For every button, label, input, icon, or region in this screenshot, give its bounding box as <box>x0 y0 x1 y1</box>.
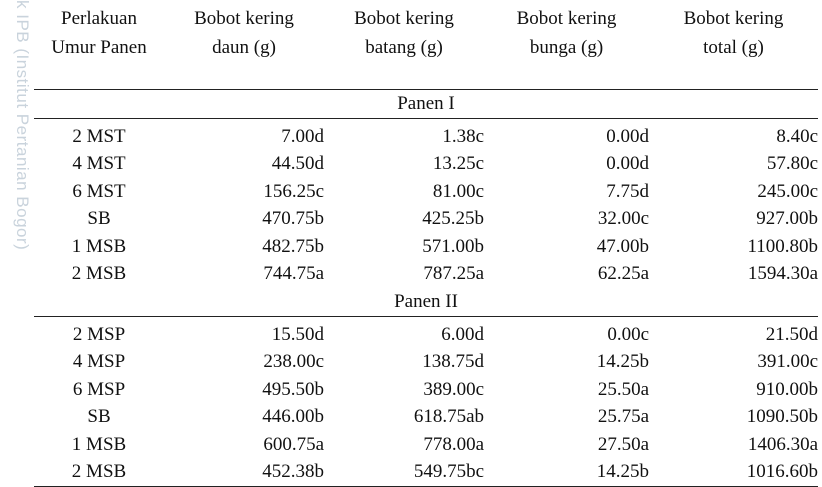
header-leaf-line2: daun (g) <box>212 37 276 58</box>
leaf-weight-cell: 452.38b <box>164 459 324 487</box>
total-weight-cell: 1090.50b <box>746 406 818 428</box>
treatment-cell: 2 MSB <box>71 263 127 285</box>
flower-weight-cell: 27.50a <box>597 433 649 455</box>
total-weight-cell: 1016.60b <box>649 459 818 487</box>
leaf-weight-cell: 744.75a <box>263 263 324 285</box>
treatment-cell: 1 MSB <box>71 235 127 257</box>
flower-weight-cell: 0.00c <box>607 323 649 345</box>
stem-weight-cell: 571.00b <box>422 235 484 257</box>
stem-weight-cell: 81.00c <box>432 180 484 202</box>
stem-weight-cell: 778.00a <box>423 433 484 455</box>
header-flower-line2: bunga (g) <box>529 37 604 58</box>
treatment-cell: SB <box>87 406 111 428</box>
table-row <box>34 376 818 404</box>
total-weight-cell: 1594.30a <box>747 263 818 285</box>
group-row <box>34 90 818 119</box>
group-row <box>34 288 818 317</box>
total-weight-cell: 1406.30a <box>747 433 818 455</box>
stem-weight-cell: 1.38c <box>442 125 484 147</box>
table-header <box>34 0 818 90</box>
table-row <box>34 233 818 261</box>
treatment-cell: 4 MST <box>72 153 126 175</box>
total-weight-cell: 910.00b <box>756 378 818 400</box>
flower-weight-cell: 7.75d <box>606 180 649 202</box>
total-weight-cell: 21.50d <box>765 323 818 345</box>
table-row <box>34 404 818 432</box>
total-weight-cell: 391.00c <box>757 351 818 373</box>
table-row <box>34 178 818 206</box>
flower-weight-cell: 62.25a <box>597 263 649 285</box>
flower-weight-cell: 0.00d <box>606 125 649 147</box>
table-row <box>34 459 818 487</box>
treatment-cell: 2 MST <box>72 125 126 147</box>
table-row <box>34 261 818 289</box>
header-flower-line1: Bobot kering <box>516 8 617 29</box>
total-weight-cell: 8.40c <box>776 125 818 147</box>
leaf-weight-cell: 15.50d <box>271 323 324 345</box>
header-leaf-line1: Bobot kering <box>194 8 294 29</box>
flower-weight-cell: 25.50a <box>597 378 649 400</box>
stem-weight-cell: 618.75ab <box>413 406 484 428</box>
treatment-cell: 2 MSP <box>72 323 126 345</box>
watermark-text: k IPB (Institut Pertanian Bogor) <box>13 0 32 251</box>
leaf-weight-cell: 470.75b <box>262 208 324 230</box>
leaf-weight-cell: 482.75b <box>262 235 324 257</box>
data-table <box>34 0 818 487</box>
leaf-weight-cell: 446.00b <box>262 406 324 428</box>
total-weight-cell: 57.80c <box>766 153 818 175</box>
group-title: Panen I <box>34 90 818 119</box>
leaf-weight-cell: 600.75a <box>263 433 324 455</box>
leaf-weight-cell: 44.50d <box>271 153 324 175</box>
flower-weight-cell: 14.25b <box>484 459 649 487</box>
header-total-line2: total (g) <box>703 37 764 58</box>
treatment-cell: SB <box>87 208 111 230</box>
stem-weight-cell: 425.25b <box>422 208 484 230</box>
table-row <box>34 123 818 151</box>
table-row <box>34 151 818 179</box>
leaf-weight-cell: 156.25c <box>263 180 324 202</box>
total-weight-cell: 245.00c <box>757 180 818 202</box>
group-title: Panen II <box>34 288 818 317</box>
table-body <box>34 90 818 487</box>
table-row <box>34 431 818 459</box>
treatment-cell: 1 MSB <box>71 433 127 455</box>
header-treatment-line2: Umur Panen <box>51 37 147 58</box>
header-total-line1: Bobot kering <box>683 8 784 29</box>
flower-weight-cell: 14.25b <box>596 351 649 373</box>
total-weight-cell: 1100.80b <box>747 235 818 257</box>
flower-weight-cell: 25.75a <box>597 406 649 428</box>
total-weight-cell: 927.00b <box>756 208 818 230</box>
flower-weight-cell: 0.00d <box>606 153 649 175</box>
header-treatment-line1: Perlakuan <box>61 8 137 29</box>
leaf-weight-cell: 238.00c <box>263 351 324 373</box>
treatment-cell: 6 MSP <box>72 378 126 400</box>
table-row <box>34 321 818 349</box>
stem-weight-cell: 13.25c <box>432 153 484 175</box>
treatment-cell: 2 MSB <box>34 459 164 487</box>
flower-weight-cell: 47.00b <box>596 235 649 257</box>
stem-weight-cell: 6.00d <box>441 323 484 345</box>
leaf-weight-cell: 7.00d <box>281 125 324 147</box>
stem-weight-cell: 389.00c <box>423 378 484 400</box>
table-row <box>34 349 818 377</box>
table-row <box>34 206 818 234</box>
flower-weight-cell: 32.00c <box>597 208 649 230</box>
header-stem-line1: Bobot kering <box>354 8 454 29</box>
treatment-cell: 6 MST <box>72 180 126 202</box>
stem-weight-cell: 549.75bc <box>324 459 484 487</box>
stem-weight-cell: 138.75d <box>422 351 484 373</box>
treatment-cell: 4 MSP <box>72 351 126 373</box>
leaf-weight-cell: 495.50b <box>262 378 324 400</box>
stem-weight-cell: 787.25a <box>423 263 484 285</box>
header-stem-line2: batang (g) <box>365 37 443 58</box>
